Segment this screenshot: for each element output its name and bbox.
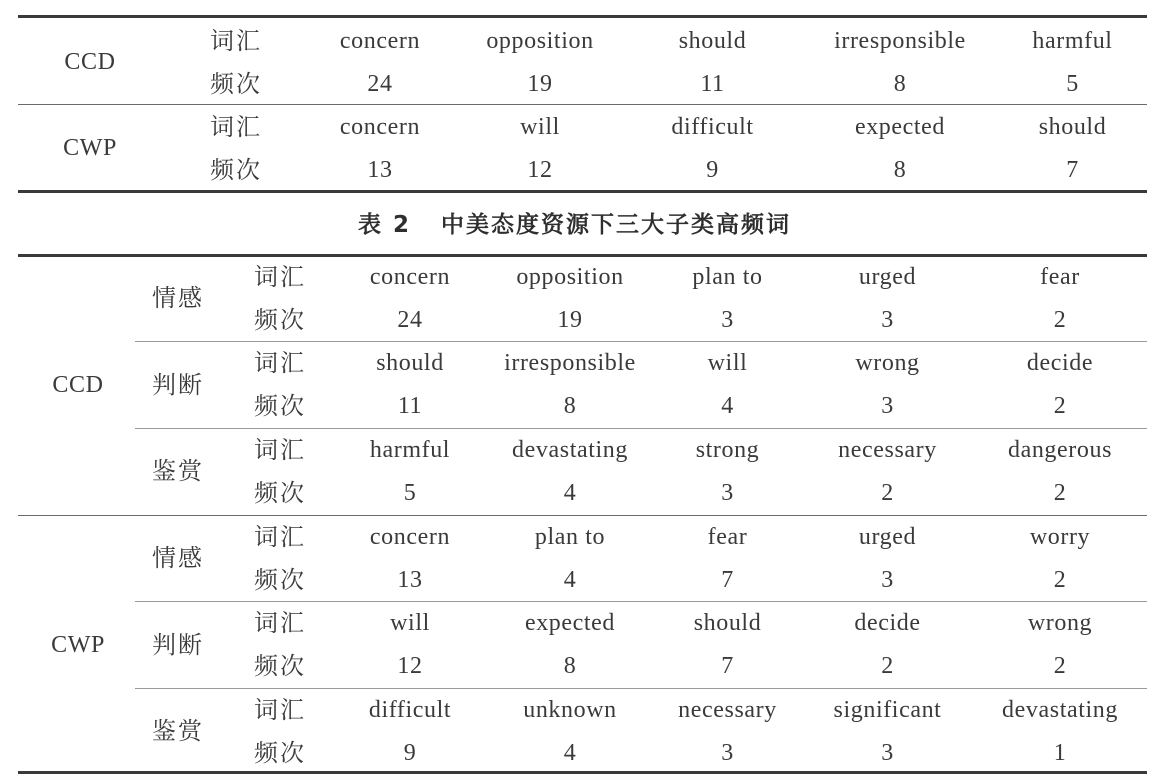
table2-word-cell: significant (833, 697, 942, 723)
table1-group-label: CCD (64, 49, 116, 75)
table1-group-divider (18, 104, 1147, 105)
table2-word-cell: concern (369, 524, 451, 550)
table1-freq-cell: 7 (1066, 157, 1079, 183)
table2-group-label: CCD (52, 372, 104, 398)
table2-caption-number: 表 2 (357, 212, 411, 238)
table2-word-cell: urged (858, 264, 917, 290)
table2-word-cell: wrong (855, 350, 920, 376)
table2-freq-label: 频次 (254, 306, 306, 334)
table1-word-cell: harmful (1032, 28, 1113, 54)
table2-freq-cell: 3 (881, 307, 894, 333)
table2-word-label: 词汇 (254, 523, 306, 551)
table2-freq-cell: 3 (881, 740, 894, 766)
table1-freq-cell: 12 (527, 157, 553, 183)
table1-freq-cell: 19 (527, 71, 553, 97)
table2-freq-cell: 1 (1053, 740, 1067, 766)
table2-subcategory-label: 判断 (152, 631, 204, 659)
table2-word-cell: difficult (368, 697, 452, 723)
table2-word-cell: strong (695, 437, 760, 463)
table1-word-label: 词汇 (210, 113, 262, 141)
table2-word-label: 词汇 (254, 436, 306, 464)
table2-subcategory-divider (135, 601, 1147, 602)
table1-freq-cell: 11 (700, 71, 725, 97)
table2-word-cell: will (390, 610, 430, 636)
table2-freq-cell: 2 (1053, 480, 1067, 506)
table2-freq-cell: 4 (563, 740, 577, 766)
table2-word-cell: will (707, 350, 748, 376)
table1-freq-cell: 24 (367, 71, 393, 97)
table2-freq-cell: 4 (721, 393, 734, 419)
table2-word-cell: necessary (838, 437, 937, 463)
table2-word-cell: wrong (1027, 610, 1093, 636)
table2-word-cell: plan to (692, 264, 763, 290)
table1-freq-cell: 8 (893, 71, 907, 97)
table1-freq-label: 频次 (210, 70, 262, 98)
table2-word-cell: concern (369, 264, 451, 290)
table2-subcategory-label: 鉴赏 (152, 457, 204, 485)
table2-caption-text: 中美态度资源下三大子类高频词 (441, 212, 791, 238)
table2-word-cell: should (693, 610, 762, 636)
table2-subcategory-divider (135, 428, 1147, 429)
table2-word-cell: plan to (534, 524, 606, 550)
table1-word-cell: opposition (486, 28, 594, 54)
table1-word-cell: concern (339, 114, 421, 140)
table2-freq-cell: 2 (881, 653, 894, 679)
table2-word-label: 词汇 (254, 609, 306, 637)
table1-word-cell: expected (854, 114, 946, 140)
table2-freq-cell: 4 (563, 567, 577, 593)
table2-word-cell: expected (524, 610, 616, 636)
table2-word-cell: decide (1026, 350, 1094, 376)
table2-freq-cell: 3 (721, 480, 734, 506)
table2-word-cell: fear (1040, 264, 1080, 290)
table2-word-cell: urged (858, 524, 917, 550)
table2-freq-label: 频次 (254, 479, 306, 507)
table2-freq-cell: 11 (397, 393, 423, 419)
table2-word-cell: opposition (516, 264, 624, 290)
table1-word-cell: irresponsible (834, 28, 966, 54)
table2-freq-cell: 19 (557, 307, 583, 333)
table2-freq-cell: 3 (881, 393, 894, 419)
table1-freq-label: 频次 (210, 156, 262, 184)
table2-freq-cell: 5 (403, 480, 417, 506)
table2-freq-cell: 2 (1053, 393, 1067, 419)
table1-word-cell: should (1038, 114, 1107, 140)
table2-word-cell: harmful (369, 437, 451, 463)
table2-freq-label: 频次 (254, 652, 306, 680)
table2-freq-cell: 8 (563, 653, 577, 679)
table2-freq-cell: 2 (881, 480, 894, 506)
table2-subcategory-divider (135, 341, 1147, 342)
table2-freq-cell: 3 (721, 740, 734, 766)
table1-word-cell: concern (339, 28, 421, 54)
table2-top-rule (18, 254, 1147, 257)
table2-freq-cell: 7 (721, 567, 734, 593)
table1-bottom-rule (18, 190, 1147, 193)
table2-group-divider (18, 515, 1147, 516)
table2-freq-cell: 7 (721, 653, 734, 679)
table2-word-cell: decide (854, 610, 921, 636)
table2-word-cell: fear (707, 524, 748, 550)
table1-word-cell: should (678, 28, 747, 54)
table1-word-cell: difficult (671, 114, 754, 140)
table2-caption (0, 206, 1149, 239)
table2-freq-cell: 3 (881, 567, 894, 593)
table2-subcategory-divider (135, 688, 1147, 689)
table2-word-label: 词汇 (254, 263, 306, 291)
table2-freq-cell: 13 (397, 567, 423, 593)
table2-word-cell: irresponsible (504, 350, 636, 376)
table1-freq-cell: 13 (367, 157, 393, 183)
table1-freq-cell: 8 (893, 157, 907, 183)
table2-freq-label: 频次 (254, 566, 306, 594)
table2-word-cell: devastating (512, 437, 628, 463)
table2-word-cell: devastating (1002, 697, 1118, 723)
table1-word-cell: will (520, 114, 560, 140)
table2-freq-cell: 2 (1053, 307, 1067, 333)
table2-freq-label: 频次 (254, 739, 306, 767)
table2-subcategory-label: 判断 (152, 371, 204, 399)
table2-word-cell: necessary (678, 697, 777, 723)
table1-top-rule (18, 15, 1147, 18)
table2-freq-cell: 3 (721, 307, 734, 333)
table1-freq-cell: 5 (1066, 71, 1079, 97)
table2-word-label: 词汇 (254, 696, 306, 724)
table1-word-label: 词汇 (210, 27, 262, 55)
table2-freq-cell: 4 (563, 480, 577, 506)
table2-word-cell: unknown (523, 697, 617, 723)
table2-word-cell: worry (1029, 524, 1091, 550)
table1-freq-cell: 9 (706, 157, 719, 183)
table2-subcategory-label: 鉴赏 (152, 717, 204, 745)
table2-word-label: 词汇 (254, 349, 306, 377)
table2-freq-cell: 2 (1053, 567, 1067, 593)
table2-group-label: CWP (51, 632, 105, 658)
table2-word-cell: should (376, 350, 444, 376)
table2-word-cell: dangerous (1007, 437, 1113, 463)
table2-freq-cell: 2 (1053, 653, 1067, 679)
table2-freq-cell: 12 (397, 653, 423, 679)
table2-freq-cell: 24 (397, 307, 423, 333)
table2-subcategory-label: 情感 (152, 284, 204, 312)
table2-subcategory-label: 情感 (152, 544, 204, 572)
table2-freq-cell: 9 (403, 740, 417, 766)
table2-freq-label: 频次 (254, 392, 306, 420)
table2-freq-cell: 8 (563, 393, 577, 419)
table1-group-label: CWP (63, 135, 117, 161)
